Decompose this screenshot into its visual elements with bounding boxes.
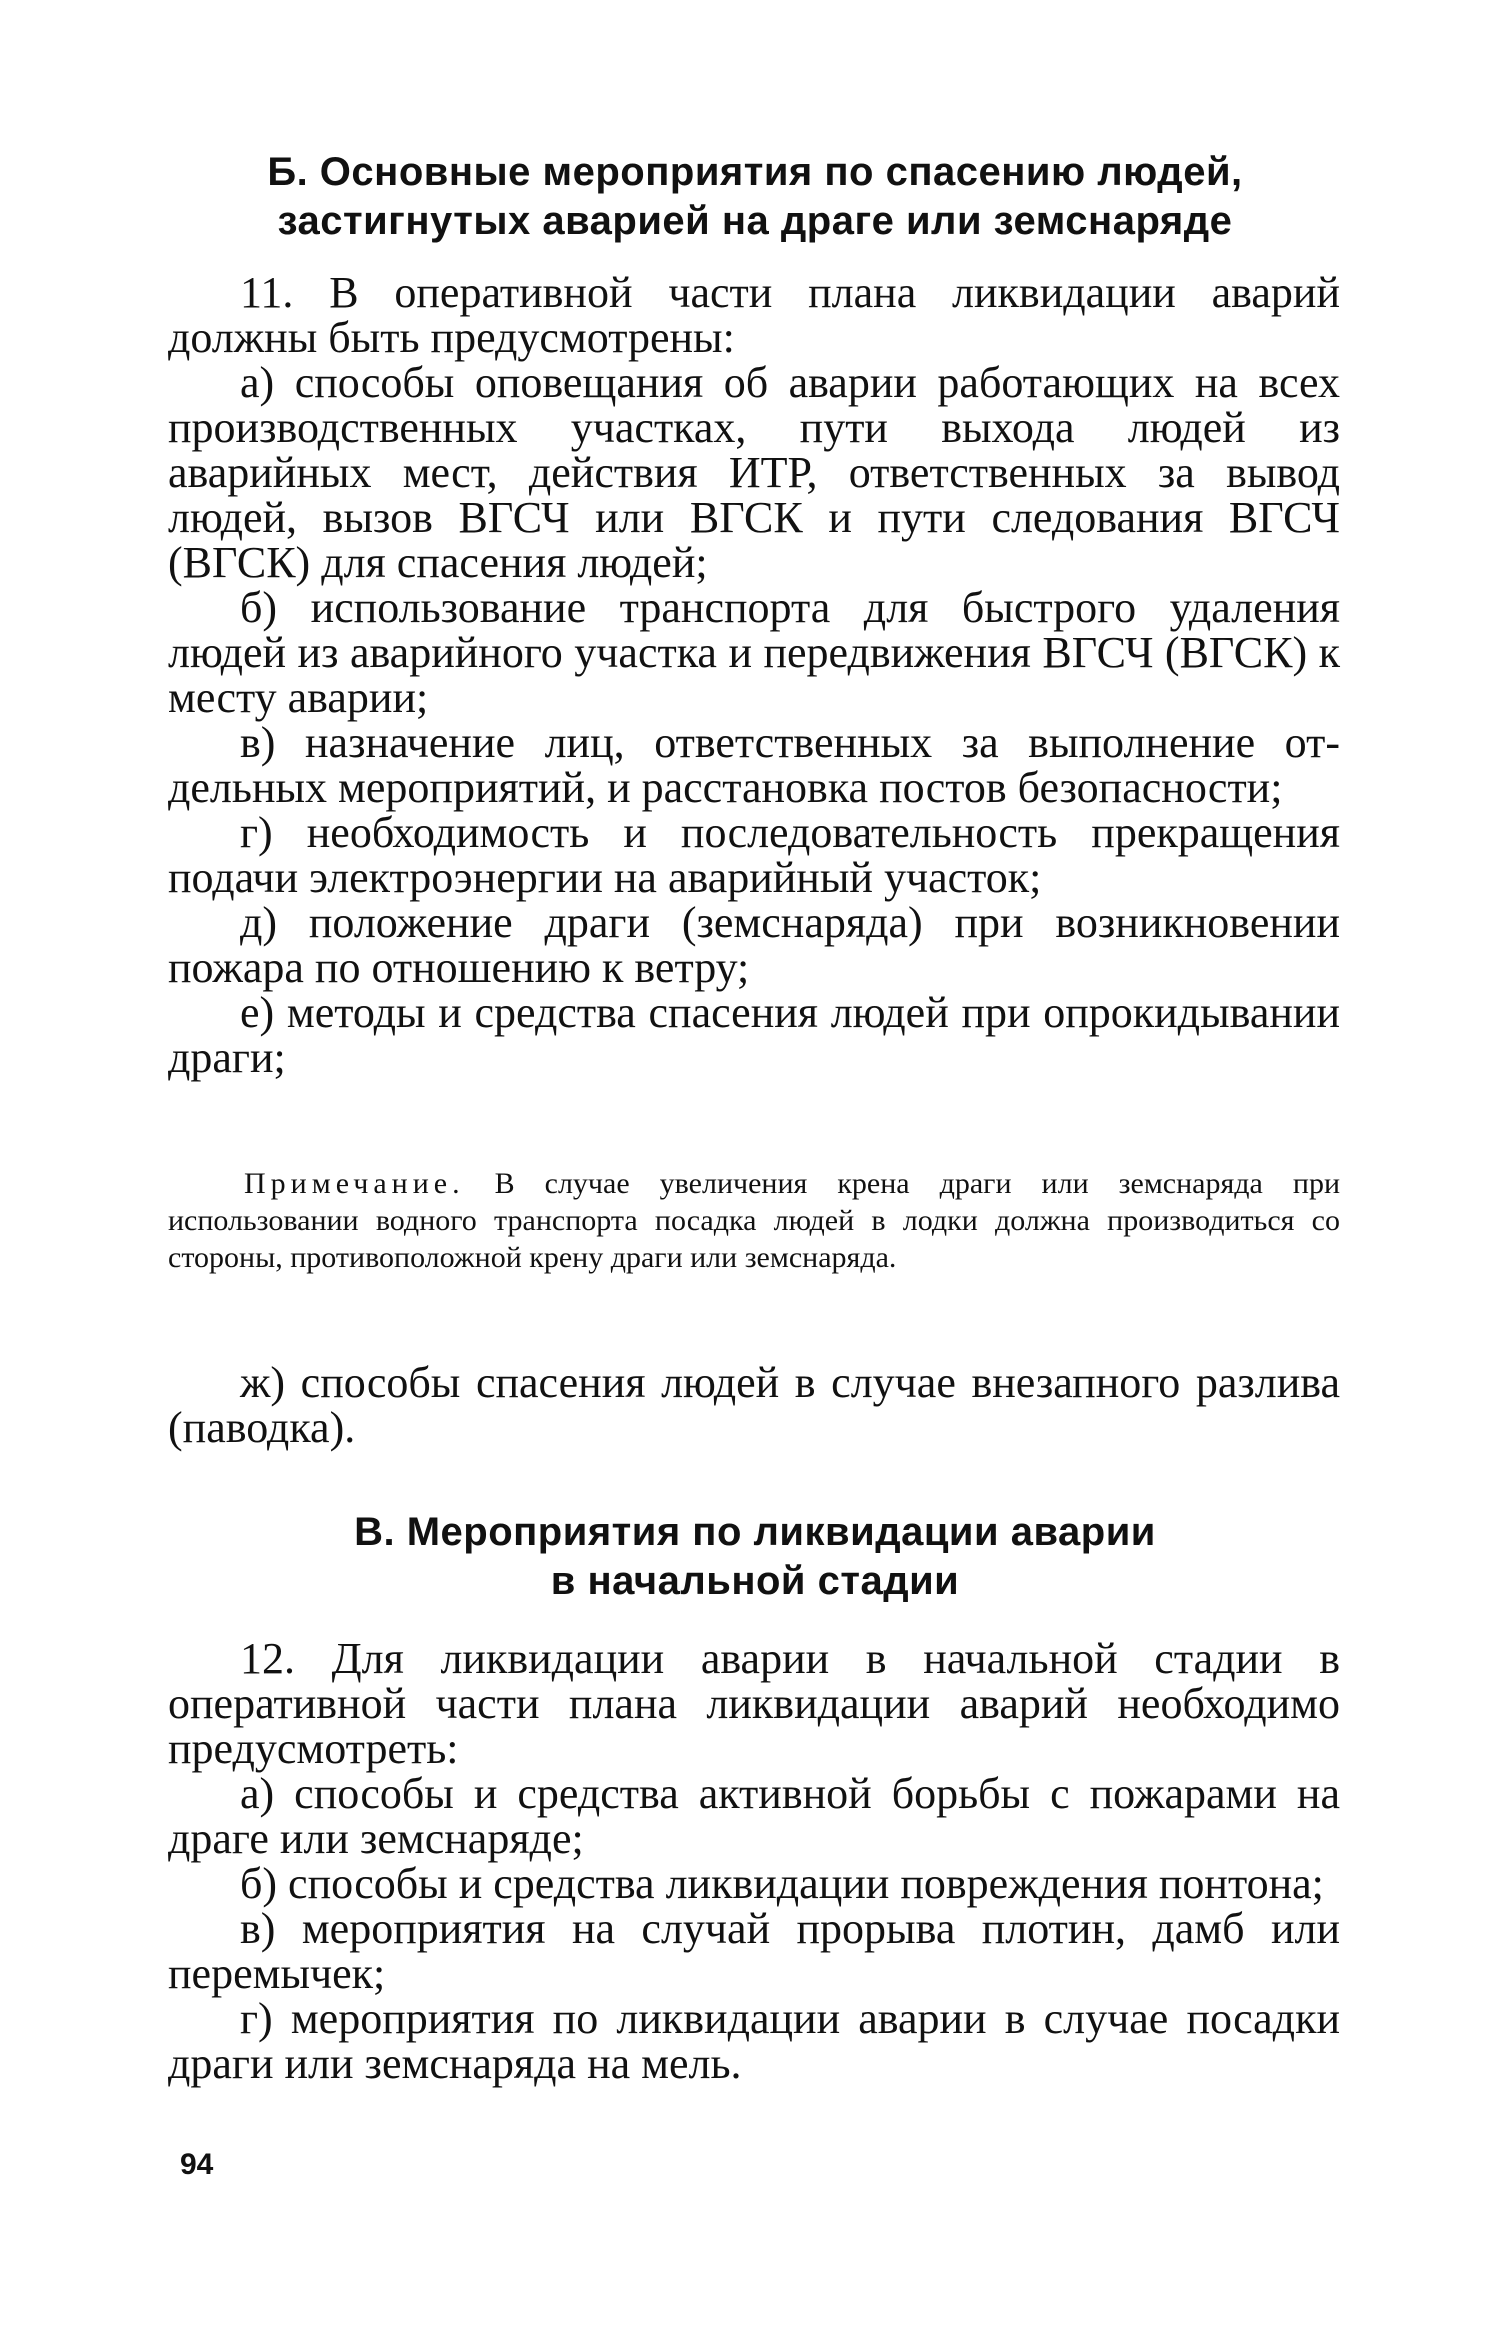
item-11-b: б) использование транспорта для быстрого удаления людей из аварийного участка и передвижения ВГСЧ (ВГСК) к месту аварии; [168, 583, 1340, 722]
section-v-heading [160, 1508, 1350, 1606]
item-11-zh-block [168, 1360, 1340, 1450]
item-12-v: в) мероприятия на случай прорыва плотин, дамб или перемычек; [168, 1904, 1340, 1998]
item-11-zh: ж) способы спасения людей в случае внезапного разлива (паводка). [168, 1358, 1340, 1452]
section-v-heading-line1: В. Мероприятия по ликвидации аварии [354, 1510, 1156, 1554]
section-b-heading-line2: застигнутых аварией на драге или земснаряде [277, 199, 1233, 243]
section-b-heading [160, 148, 1350, 246]
note-text: В случае увеличения крена драги или земснаряда при использовании водного транспорта посадка людей в лодки должна производиться со стороны, противоположной крену драги или земснаряда. [168, 1167, 1340, 1274]
section-v-body [168, 1636, 1340, 2086]
item-12-g: г) мероприятия по ликвидации аварии в случае посадки драги или земснаряда на мель. [168, 1994, 1340, 2088]
section-b-heading-line1: Б. Основные мероприятия по спасению людей, [267, 150, 1243, 194]
note-label: Примечание. [244, 1167, 465, 1200]
paragraph-11-intro: 11. В оперативной части плана ликвидации аварий должны быть предусмотрены: [168, 268, 1340, 362]
page-number: 94 [180, 2148, 214, 2181]
item-11-v: в) назначение лиц, ответственных за выполнение отдельных мероприятий, и расстановка постов безопасности; [168, 718, 1340, 812]
item-11-a: а) способы оповещания об аварии работающих на всех производственных участках, пути выхода людей из аварийных мест, действия ИТР, ответственных за вывод людей, вызов ВГСЧ или ВГСК и пути следования ВГСЧ (ВГСК) для спасения людей; [168, 358, 1340, 587]
item-11-e: е) методы и средства спасения людей при опрокидывании драги; [168, 988, 1340, 1082]
section-v-heading-line2: в начальной стадии [550, 1559, 960, 1603]
item-12-b: б) способы и средства ликвидации повреждения понтона; [240, 1859, 1324, 1908]
item-12-a: а) способы и средства активной борьбы с пожарами на драге или земснаряде; [168, 1769, 1340, 1863]
section-b-body [168, 270, 1340, 1080]
paragraph-12-intro: 12. Для ликвидации аварии в начальной стадии в оперативной части плана ликвидации аварий необходимо предусмотреть: [168, 1634, 1340, 1773]
note [168, 1165, 1340, 1276]
item-11-d: д) положение драги (земснаряда) при возникновении пожара по отношению к ветру; [168, 898, 1340, 992]
item-11-g: г) необходимость и последовательность прекращения подачи электроэнергии на аварийный участок; [168, 808, 1340, 902]
